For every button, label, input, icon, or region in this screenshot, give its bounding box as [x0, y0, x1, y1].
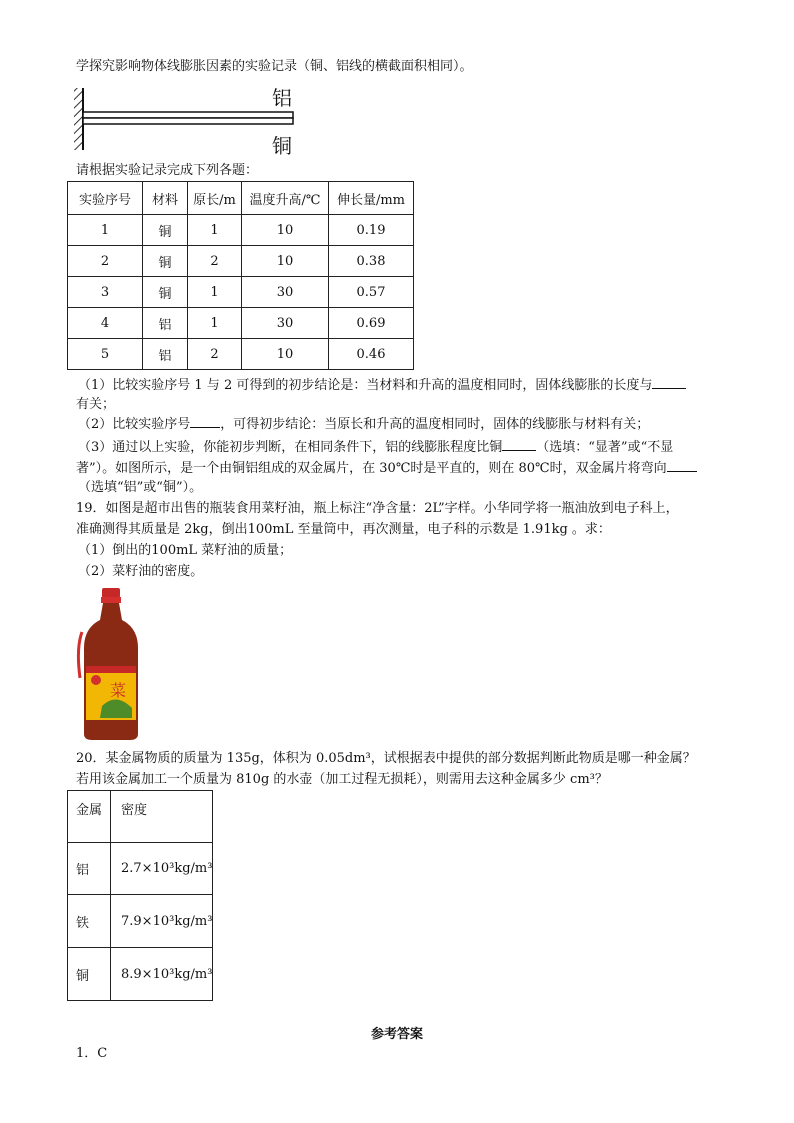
- header-cell: 温度升高/℃: [242, 182, 329, 215]
- cell: 10: [242, 246, 329, 277]
- label-aluminum: 铝: [272, 86, 292, 110]
- copper-strip: [83, 118, 293, 124]
- cell: 铝: [143, 308, 188, 339]
- bottle-label-char: 菜: [110, 681, 127, 700]
- aluminum-strip: [83, 112, 293, 118]
- header-cell: 材料: [143, 182, 188, 215]
- q18-part1: [78, 376, 686, 395]
- answer-blank: [652, 376, 686, 389]
- cell: 10: [242, 215, 329, 246]
- cell: 10: [242, 339, 329, 370]
- cell: 30: [242, 277, 329, 308]
- q18-part3-cont: [76, 459, 697, 478]
- label-copper: 铜: [272, 134, 292, 158]
- q19-line3: （1）倒出的100mL 菜籽油的质量；: [78, 543, 293, 558]
- table-row: [68, 339, 414, 370]
- q19-line2: 准确测得其质量是 2kg，倒出100mL 至量筒中，再次测量，电子科的示数是 1.91kg 。求：: [76, 522, 611, 537]
- experiment-table: [67, 181, 414, 370]
- header-cell: 原长/m: [188, 182, 242, 215]
- q19-line4: （2）菜籽油的密度。: [78, 564, 204, 579]
- cell: 0.46: [329, 339, 414, 370]
- q20-line1: 20．某金属物质的质量为 135g，体积为 0.05dm³，试根据表中提供的部分数据判断此物质是哪一种金属？: [76, 751, 696, 766]
- table-row: [68, 215, 414, 246]
- header-cell: 金属: [68, 791, 111, 843]
- cell: 1: [68, 215, 143, 246]
- bottle-cap-ring: [101, 597, 121, 603]
- table-row: [68, 895, 213, 948]
- bimetal-diagram: [74, 82, 304, 156]
- density-table: [67, 790, 213, 1001]
- bottle-label-band: [86, 666, 136, 673]
- q18-p3-text: （3）通过以上实验，你能初步判断，在相同条件下，铝的线膨胀程度比铜: [78, 440, 503, 455]
- oil-bottle-image: [76, 588, 146, 742]
- q18-p1-text: （1）比较实验序号 1 与 2 可得到的初步结论是：当材料和升高的温度相同时，固体线膨胀的长度与: [78, 378, 653, 393]
- wall-hatch: [74, 88, 82, 150]
- cell: 铝: [68, 843, 111, 895]
- intro-text: 学探究影响物体线膨胀因素的实验记录（铜、铝线的横截面积相同）。: [76, 59, 473, 74]
- cell: 0.19: [329, 215, 414, 246]
- answer-blank: [502, 438, 536, 451]
- answer-blank: [190, 415, 220, 428]
- q19-line1: 19．如图是超市出售的瓶装食用菜籽油，瓶上标注“净含量：2L”字样。小华同学将一瓶油放到电子科上，: [76, 501, 679, 516]
- cell: 2.7×10³kg/m³: [111, 843, 213, 895]
- cell: 铝: [143, 339, 188, 370]
- q18-p2-text: （2）比较实验序号: [78, 417, 191, 432]
- bottle-logo: [91, 675, 101, 685]
- table-header-row: [68, 791, 213, 843]
- table-row: [68, 948, 213, 1001]
- cell: 铜: [143, 277, 188, 308]
- cell: 0.69: [329, 308, 414, 339]
- bottle-handle: [78, 632, 82, 678]
- q18-part2: [78, 415, 649, 434]
- answer-1: 1．C: [76, 1046, 108, 1061]
- bottle-cap: [102, 588, 120, 598]
- cell: 3: [68, 277, 143, 308]
- header-cell: 实验序号: [68, 182, 143, 215]
- q18-part3-end: （选填“铝”或“铜”）。: [78, 480, 203, 495]
- cell: 铜: [68, 948, 111, 1001]
- cell: 0.38: [329, 246, 414, 277]
- cell: 2: [188, 246, 242, 277]
- table-row: [68, 843, 213, 895]
- cell: 2: [68, 246, 143, 277]
- cell: 0.57: [329, 277, 414, 308]
- cell: 8.9×10³kg/m³: [111, 948, 213, 1001]
- cell: 7.9×10³kg/m³: [111, 895, 213, 948]
- cell: 2: [188, 339, 242, 370]
- q18-p3-text-b: （选填：“显著”或“不显: [536, 440, 674, 455]
- cell: 5: [68, 339, 143, 370]
- q18-part1-end: 有关；: [76, 397, 116, 412]
- bimetal-figure: [74, 82, 304, 156]
- q18-p3-text-c: 著”）。如图所示，是一个由铜铝组成的双金属片，在 30℃时是平直的，则在 80℃时，双金属片将弯向: [76, 461, 667, 476]
- cell: 4: [68, 308, 143, 339]
- cell: 1: [188, 277, 242, 308]
- q20-line2: 若用该金属加工一个质量为 810g 的水壶（加工过程无损耗），则需用去这种金属多少 cm³？: [76, 772, 608, 787]
- cell: 30: [242, 308, 329, 339]
- oil-bottle-drawing: [76, 588, 146, 742]
- table-row: [68, 308, 414, 339]
- cell: 1: [188, 308, 242, 339]
- cell: 铁: [68, 895, 111, 948]
- table-row: [68, 277, 414, 308]
- q18-p2-text-end: ，可得初步结论：当原长和升高的温度相同时，固体的线膨胀与材料有关；: [220, 417, 650, 432]
- header-cell: 伸长量/mm: [329, 182, 414, 215]
- table-header-row: [68, 182, 414, 215]
- q18-part3: [78, 438, 673, 457]
- answer-blank: [667, 459, 697, 472]
- cell: 铜: [143, 246, 188, 277]
- answers-title: 参考答案: [370, 1027, 423, 1042]
- cell: 铜: [143, 215, 188, 246]
- table-row: [68, 246, 414, 277]
- cell: 1: [188, 215, 242, 246]
- header-cell: 密度: [111, 791, 213, 843]
- prompt-text: 请根据实验记录完成下列各题：: [76, 163, 259, 178]
